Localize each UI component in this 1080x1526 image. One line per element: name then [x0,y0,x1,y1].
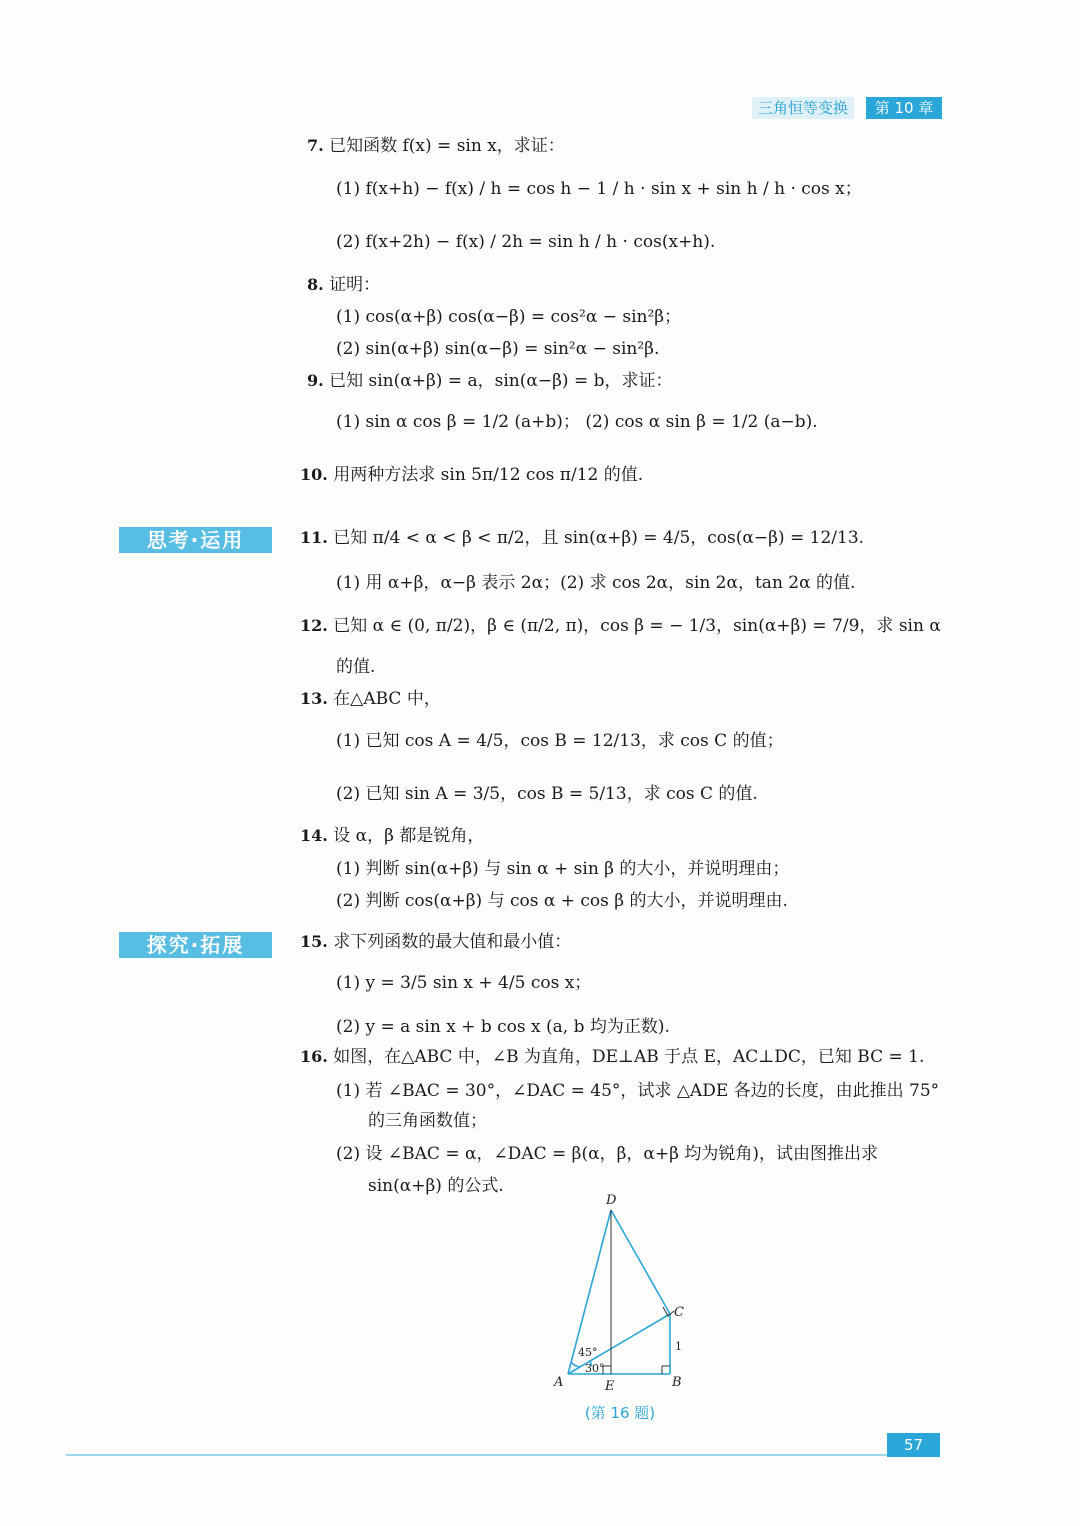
label-c: C [674,1305,684,1320]
problem-13-part-1: (1) 已知 cos A = 4/5，cos B = 12/13，求 cos C 的值； [336,731,784,751]
problem-7 [307,135,565,157]
problem-8-part-2: (2) sin(α+β) sin(α−β) = sin²α − sin²β. [336,339,660,359]
section-tag-explore-extend: 探究·拓展 [119,932,272,958]
problem-16-part-2a: (2) 设 ∠BAC = α，∠DAC = β(α，β，α+β 均为锐角)，试由图推出求 [336,1144,879,1164]
problem-stem: 已知 π/4 < α < β < π/2，且 sin(α+β) = 4/5，cos(α−β) = 12/13. [333,528,865,548]
label-angle-45: 45° [578,1346,598,1359]
problem-8-part-1: (1) cos(α+β) cos(α−β) = cos²α − sin²β； [336,307,682,327]
figure-caption: (第 16 题) [584,1404,656,1422]
problem-14 [300,825,484,847]
problem-number: 12. [300,616,328,635]
footer-divider [66,1454,940,1456]
problem-13-part-2: (2) 已知 sin A = 3/5，cos B = 5/13，求 cos C 的值. [336,784,758,804]
problem-stem: 已知 α ∈ (0, π/2)，β ∈ (π/2, π)，cos β = − 1/3，sin(α+β) = 7/9，求 sin α [333,616,941,636]
problem-14-part-1: (1) 判断 sin(α+β) 与 sin α + sin β 的大小，并说明理由； [336,859,790,879]
problem-15 [300,931,571,953]
problem-number: 13. [300,689,328,708]
problem-number: 9. [307,371,324,390]
problem-16 [300,1046,924,1068]
problem-number: 11. [300,528,328,547]
line-ac [568,1314,670,1374]
chapter-title: 三角恒等变换 [752,97,854,119]
problem-9-parts: (1) sin α cos β = 1/2 (a+b)； (2) cos α sin β = 1/2 (a−b). [336,412,818,432]
problem-15-part-2: (2) y = a sin x + b cos x (a, b 均为正数). [336,1017,670,1037]
label-b: B [672,1375,682,1390]
problem-8 [307,274,380,296]
page-number: 57 [887,1433,940,1457]
problem-9 [307,370,673,392]
problem-16-part-1a: (1) 若 ∠BAC = 30°，∠DAC = 45°，试求 △ADE 各边的长度，由此推出 75° [336,1081,940,1101]
problem-stem: 设 α，β 都是锐角， [333,826,485,846]
problem-number: 14. [300,826,328,845]
problem-16-part-2b: sin(α+β) 的公式. [368,1176,504,1196]
problem-stem: 用两种方法求 sin 5π/12 cos π/12 的值. [333,465,644,485]
chapter-label: 第 10 章 [866,97,942,119]
label-e: E [605,1379,615,1394]
problem-13 [300,688,441,710]
label-d: D [606,1193,617,1208]
problem-number: 15. [300,932,328,951]
line-dc [611,1210,670,1314]
problem-15-part-1: (1) y = 3/5 sin x + 4/5 cos x； [336,973,592,993]
problem-number: 7. [307,136,324,155]
problem-14-part-2: (2) 判断 cos(α+β) 与 cos α + cos β 的大小，并说明理由. [336,891,788,911]
section-tag-think-apply: 思考·运用 [119,527,272,553]
problem-12 [300,615,941,637]
problem-number: 10. [300,465,328,484]
problem-stem: 证明： [329,275,381,295]
problem-7-part-2: (2) f(x+2h) − f(x) / 2h = sin h / h · cos(x+h). [336,232,716,252]
problem-number: 8. [307,275,324,294]
problem-stem: 在△ABC 中， [333,689,441,709]
problem-12-cont: 的值. [336,657,376,677]
problem-11 [300,527,864,549]
label-angle-30: 30° [585,1362,605,1375]
problem-stem: 已知函数 f(x) = sin x，求证： [329,136,565,156]
problem-16-part-1b: 的三角函数值； [368,1111,487,1131]
problem-11-part-1: (1) 用 α+β，α−β 表示 2α；(2) 求 cos 2α，sin 2α，tan 2α 的值. [336,573,856,593]
problem-stem: 求下列函数的最大值和最小值： [333,932,572,952]
angle-45-arc [571,1362,580,1367]
problem-7-part-1: (1) f(x+h) − f(x) / h = cos h − 1 / h · sin x + sin h / h · cos x； [336,179,862,199]
problem-stem: 已知 sin(α+β) = a，sin(α−β) = b，求证： [329,371,673,391]
problem-stem: 如图，在△ABC 中，∠B 为直角，DE⊥AB 于点 E，AC⊥DC，已知 BC = 1. [333,1047,925,1067]
label-bc-length: 1 [675,1340,682,1353]
triangle-figure [540,1190,700,1400]
right-angle-b [662,1366,670,1374]
problem-10 [300,464,643,486]
problem-number: 16. [300,1047,328,1066]
label-a: A [554,1375,564,1390]
